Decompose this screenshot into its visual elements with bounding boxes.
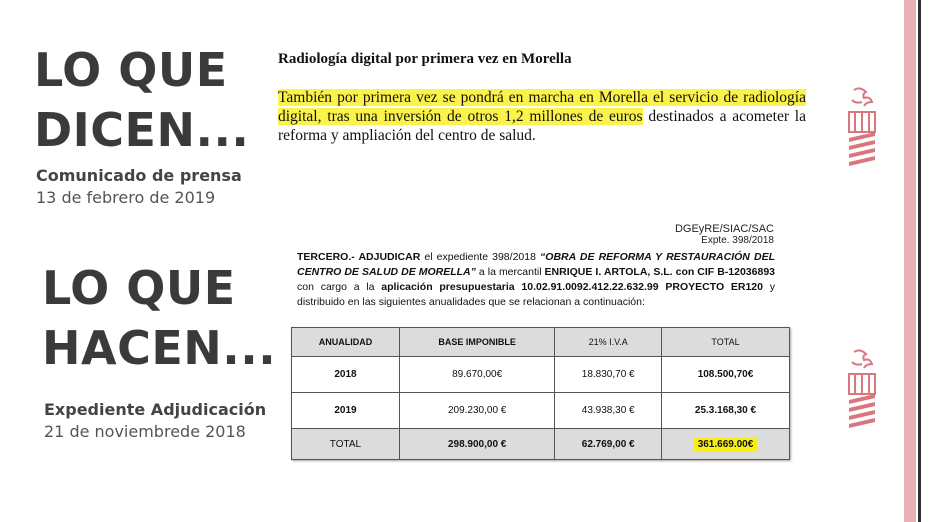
decree-part: ENRIQUE I. ARTOLA, S.L. con CIF B-12036893 <box>544 266 776 278</box>
decorative-stripe <box>904 0 916 522</box>
table-cell: 18.830,70 € <box>555 357 662 393</box>
total-highlight: 361.669.00€ <box>694 438 758 451</box>
decree-part: TERCERO.- ADJUDICAR <box>297 251 421 263</box>
reference-code <box>640 223 774 246</box>
table-cell: TOTAL <box>292 429 400 460</box>
heading-line: HACEN... <box>42 321 277 375</box>
press-title: Radiología digital por primera vez en Morella <box>278 51 572 67</box>
annuities-table <box>291 327 790 460</box>
caption-press-date: 13 de febrero de 2019 <box>36 188 216 207</box>
table-cell: 25.3.168,30 € <box>662 393 790 429</box>
table-header-row <box>292 328 790 357</box>
reference-line: Expte. 398/2018 <box>701 235 774 246</box>
table-cell: 108.500,70€ <box>662 357 790 393</box>
press-highlight: También por primera vez se pondrá en marcha en Morella el servicio de radiología digital, tras una inversión de otros 1,2 millones de euros <box>278 89 806 125</box>
table-row <box>292 393 790 429</box>
heading-lo-que-hacen <box>42 258 276 378</box>
table-cell-total <box>662 429 790 460</box>
emblem-icon <box>846 86 878 170</box>
table-header: TOTAL <box>662 328 790 357</box>
heading-lo-que-dicen <box>34 40 249 160</box>
decree-part: a la mercantil <box>475 266 545 278</box>
caption-press-title: Comunicado de prensa <box>36 166 242 185</box>
table-cell: 2018 <box>292 357 400 393</box>
decorative-stripe-dark <box>918 0 921 522</box>
emblem-icon <box>846 348 878 432</box>
table-cell: 89.670,00€ <box>399 357 554 393</box>
decree-part: el expediente 398/2018 <box>420 251 541 263</box>
press-body <box>278 88 806 145</box>
table-header: 21% I.V.A <box>555 328 662 357</box>
table-cell: 62.769,00 € <box>555 429 662 460</box>
press-body-rest: destinados a acometer la reforma y ampliación del centro de salud. <box>278 108 806 144</box>
decree-text <box>297 250 775 310</box>
decree-part: aplicación presupuestaria 10.02.91.0092.412.22.632.99 PROYECTO ER120 <box>381 281 763 293</box>
table-header: ANUALIDAD <box>292 328 400 357</box>
heading-line: DICEN... <box>34 103 250 157</box>
heading-line: LO QUE <box>34 43 228 97</box>
heading-line: LO QUE <box>42 261 236 315</box>
table-header: BASE IMPONIBLE <box>399 328 554 357</box>
decree-part: y distribuido en las siguientes anualidades que se relacionan a continuación: <box>297 281 775 308</box>
table-total-row <box>292 429 790 460</box>
table-cell: 298.900,00 € <box>399 429 554 460</box>
table-row <box>292 357 790 393</box>
table-cell: 209.230,00 € <box>399 393 554 429</box>
decree-part: con cargo a la <box>297 281 382 293</box>
caption-expediente-date: 21 de noviembrede 2018 <box>44 422 246 441</box>
table-cell: 2019 <box>292 393 400 429</box>
decree-part: “OBRA DE REFORMA Y RESTAURACIÓN DEL CENTRO DE SALUD DE MORELLA” <box>297 251 775 278</box>
table-cell: 43.938,30 € <box>555 393 662 429</box>
reference-line: DGEyRE/SIAC/SAC <box>674 223 774 235</box>
caption-expediente-title: Expediente Adjudicación <box>44 400 267 419</box>
